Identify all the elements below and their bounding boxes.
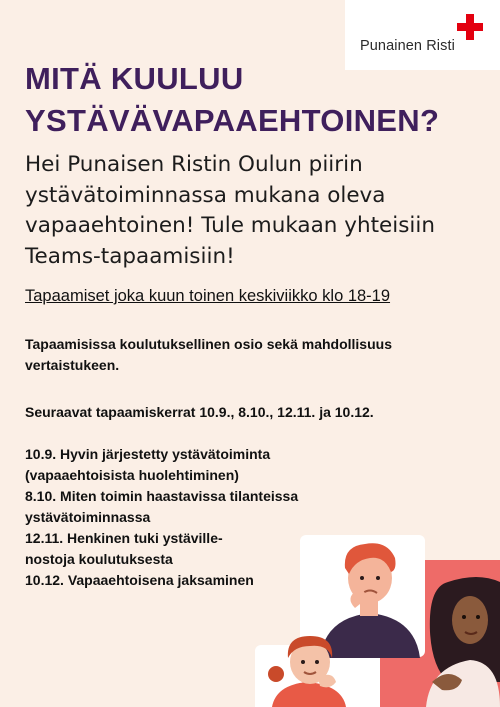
paragraph-dates: Seuraavat tapaamiskerrat 10.9., 8.10., 12.11. ja 10.12. xyxy=(25,404,374,420)
meeting-time: Tapaamiset joka kuun toinen keskiviikko klo 18-19 xyxy=(25,287,391,305)
schedule-line: 8.10. Miten toimin haastavissa tilanteissa xyxy=(25,488,299,504)
schedule-line: 10.9. Hyvin järjestetty ystävätoiminta xyxy=(25,446,271,462)
intro-text: Hei Punaisen Ristin Oulun piirin ystävätoiminnassa mukana oleva vapaaehtoinen! Tule mukaan yhteisiin Teams-tapaamisiin! xyxy=(25,152,435,269)
paragraph-training: Tapaamisissa koulutuksellinen osio sekä mahdollisuus vertaistukeen. xyxy=(25,336,392,373)
schedule-line: nostoja koulutuksesta xyxy=(25,551,173,567)
schedule-line: ystävätoiminnassa xyxy=(25,509,151,525)
schedule-line: 10.12. Vapaaehtoisena jaksaminen xyxy=(25,572,254,588)
schedule-line: 12.11. Henkinen tuki ystäville- xyxy=(25,530,223,546)
girl-illustration xyxy=(262,630,362,707)
page-title: MITÄ KUULUU YSTÄVÄVAPAAEHTOINEN? xyxy=(25,61,440,138)
logo-text: Punainen Risti xyxy=(360,38,455,54)
schedule-line: (vapaaehtoisista huolehtiminen) xyxy=(25,467,239,483)
woman-talking-illustration xyxy=(418,572,500,707)
red-cross-icon xyxy=(457,14,483,40)
